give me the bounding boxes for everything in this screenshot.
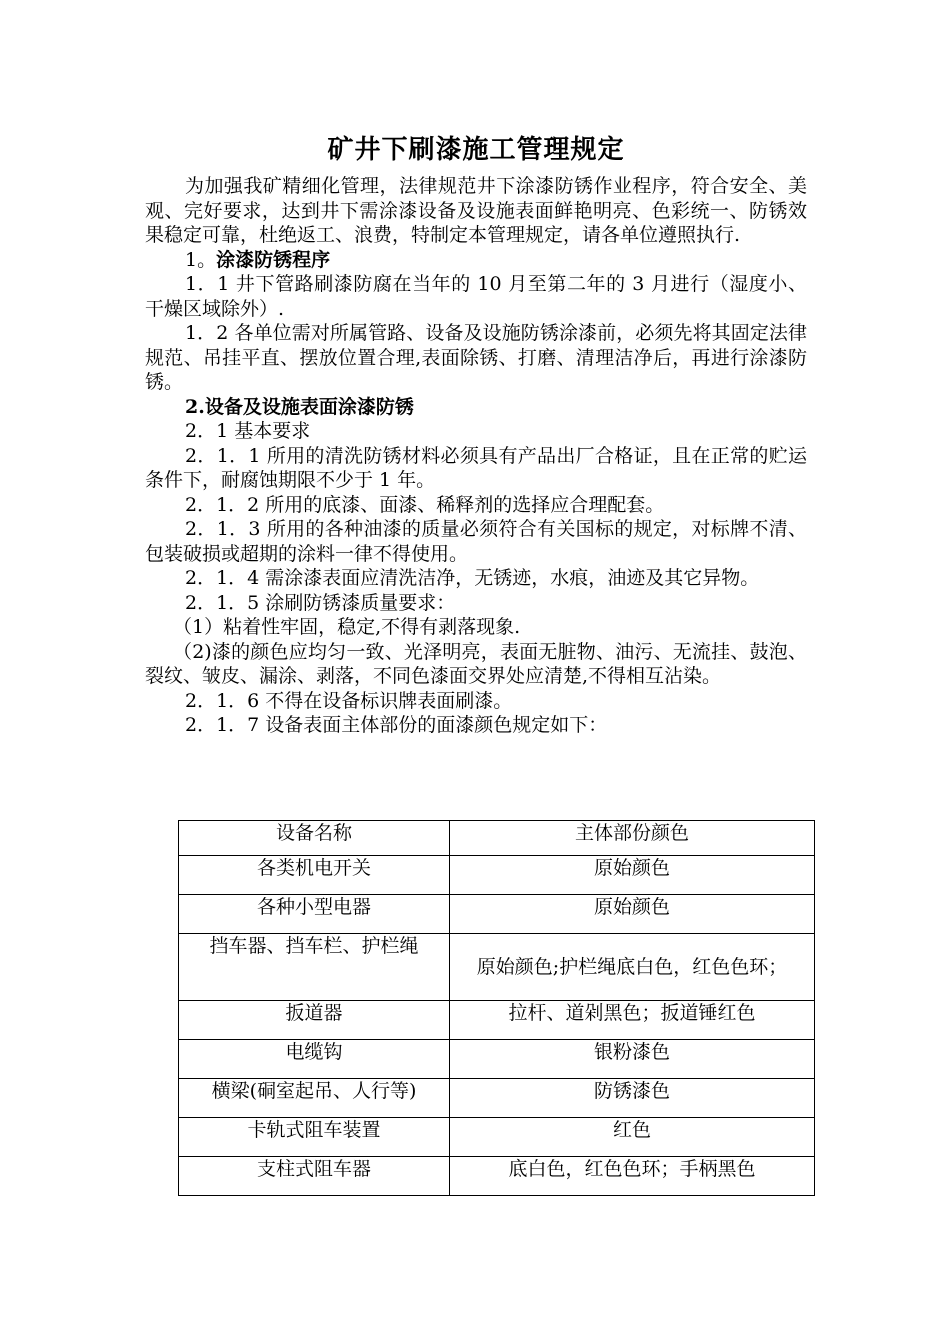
section-2-heading: 2.设备及设施表面涂漆防锈 (185, 395, 414, 418)
section-1-title: 涂漆防锈程序 (216, 248, 331, 271)
color-cell: 红色 (450, 1118, 815, 1157)
paragraph-2-1-3: 2．1．3 所用的各种油漆的质量必须符合有关国标的规定，对标牌不清、包装破损或超期的涂料一律不得使用。 (145, 518, 807, 565)
equipment-name-cell: 支柱式阻车器 (179, 1157, 450, 1196)
table-row (179, 1118, 815, 1157)
table-header-row (179, 821, 815, 856)
color-cell: 原始颜色;护栏绳底白色，红色色环； (450, 934, 815, 1001)
paragraph-2-1-4: 2．1．4 需涂漆表面应清洗洁净，无锈迹，水痕，油迹及其它异物。 (185, 567, 760, 589)
table-row (179, 934, 815, 1001)
section-1-prefix: 1。 (185, 248, 217, 271)
equipment-name-cell: 横梁(硐室起吊、人行等) (179, 1079, 450, 1118)
color-spec-table (178, 820, 815, 1196)
quality-item-1: （1）粘着性牢固，稳定,不得有剥落现象. (173, 616, 521, 638)
color-cell: 原始颜色 (450, 856, 815, 895)
table-row (179, 1040, 815, 1079)
document-page (145, 132, 807, 1180)
color-cell: 原始颜色 (450, 895, 815, 934)
table-row (179, 856, 815, 895)
color-cell: 底白色，红色色环；手柄黑色 (450, 1157, 815, 1196)
table-row (179, 1079, 815, 1118)
paragraph-2-1: 2．1 基本要求 (185, 420, 311, 442)
equipment-name-cell: 卡轨式阻车装置 (179, 1118, 450, 1157)
paragraph-2-1-7: 2．1．7 设备表面主体部份的面漆颜色规定如下： (185, 714, 608, 736)
column-header-equipment: 设备名称 (179, 821, 450, 856)
equipment-name-cell: 扳道器 (179, 1001, 450, 1040)
color-cell: 拉杆、道剁黑色；扳道锤红色 (450, 1001, 815, 1040)
equipment-name-cell: 各种小型电器 (179, 895, 450, 934)
paragraph-2-1-1: 2．1．1 所用的清洗防锈材料必须具有产品出厂合格证，且在正常的贮运条件下，耐腐蚀期限不少于 1 年。 (145, 444, 807, 491)
paragraph-2-1-6: 2．1．6 不得在设备标识牌表面刷漆。 (185, 689, 513, 712)
color-cell: 银粉漆色 (450, 1040, 815, 1079)
table-row (179, 895, 815, 934)
equipment-name-cell: 各类机电开关 (179, 856, 450, 895)
column-header-color: 主体部份颜色 (450, 821, 815, 856)
equipment-name-cell: 挡车器、挡车栏、护栏绳 (179, 934, 450, 1001)
table-row (179, 1001, 815, 1040)
color-cell: 防锈漆色 (450, 1079, 815, 1118)
paragraph-2-1-5: 2．1．5 涂刷防锈漆质量要求： (185, 591, 456, 614)
paragraph-1-1: 1．1 井下管路刷漆防腐在当年的 10 月至第二年的 3 月进行（湿度小、干燥区域除外）. (145, 273, 807, 320)
page-title: 矿井下刷漆施工管理规定 (327, 135, 625, 165)
equipment-name-cell: 电缆钩 (179, 1040, 450, 1079)
paragraph-2-1-2: 2．1．2 所用的底漆、面漆、稀释剂的选择应合理配套。 (185, 493, 665, 516)
intro-paragraph: 为加强我矿精细化管理，法律规范井下涂漆防锈作业程序，符合安全、美观、完好要求，达到井下需涂漆设备及设施表面鲜艳明亮、色彩统一、防锈效果稳定可靠，杜绝返工、浪费，特制定本管理规定，请各单位遵照执行. (145, 175, 807, 246)
paragraph-1-2: 1．2 各单位需对所属管路、设备及设施防锈涂漆前，必须先将其固定法律规范、吊挂平直、摆放位置合理,表面除锈、打磨、清理洁净后，再进行涂漆防锈。 (145, 322, 807, 393)
quality-item-2: （2)漆的颜色应均匀一致、光泽明亮，表面无脏物、油污、无流挂、鼓泡、裂纹、皱皮、漏涂、剥落，不同色漆面交界处应清楚,不得相互沾染。 (145, 640, 807, 687)
table-row (179, 1157, 815, 1196)
section-1-heading (145, 248, 807, 273)
